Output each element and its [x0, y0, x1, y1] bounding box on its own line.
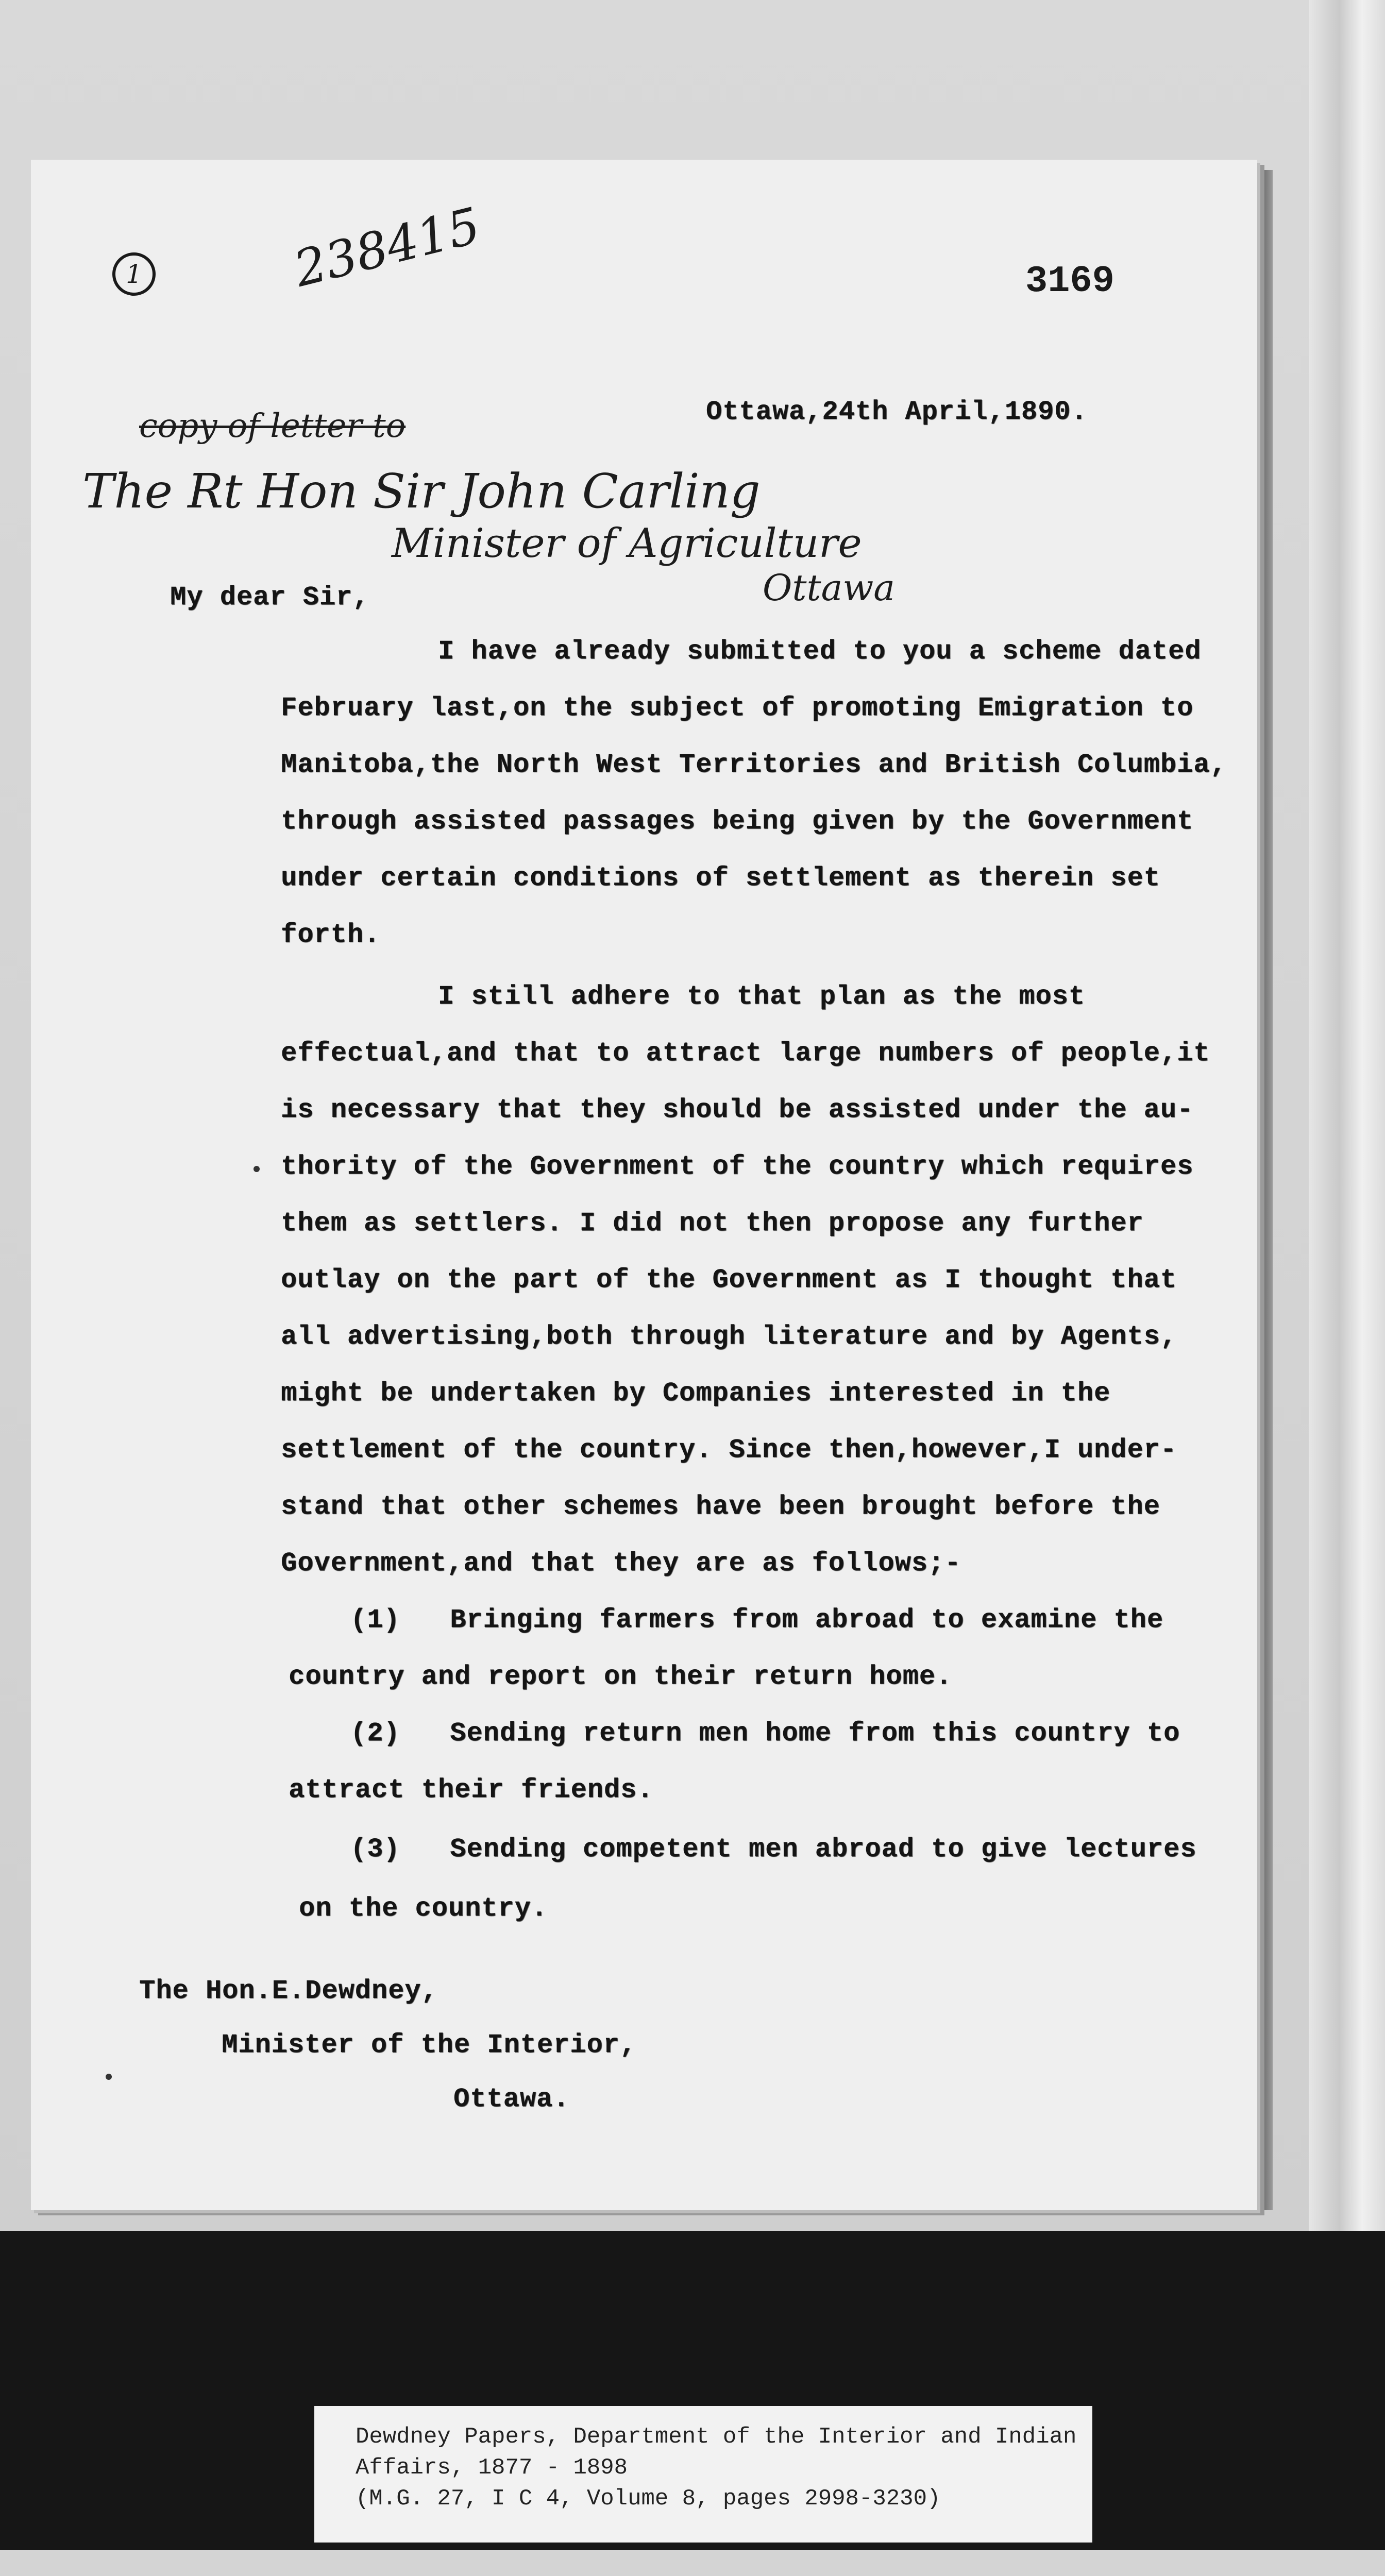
- recipient-name: The Hon.E.Dewdney,: [139, 1976, 438, 2006]
- body-line: Government,and that they are as follows;-: [281, 1548, 961, 1579]
- handwritten-addressee: The Rt Hon Sir John Carling: [82, 464, 761, 519]
- label-line: Dewdney Papers, Department of the Interior and Indian: [356, 2424, 1077, 2450]
- struck-note: copy of letter to: [139, 407, 406, 445]
- body-line: February last,on the subject of promoting Emigration to: [281, 693, 1194, 723]
- ink-speck: [106, 2074, 112, 2080]
- recipient-title: Minister of the Interior,: [222, 2030, 637, 2060]
- page-shadow-edge: [1257, 170, 1273, 2210]
- ink-speck: [254, 1166, 260, 1172]
- archives-stamp-panel: [0, 2550, 1385, 2576]
- body-line: all advertising,both through literature and by Agents,: [281, 1321, 1177, 1352]
- circle-mark: 1: [112, 252, 156, 296]
- body-line: outlay on the part of the Government as I thought that: [281, 1265, 1177, 1295]
- body-line: effectual,and that to attract large numbers of people,it: [281, 1038, 1210, 1069]
- list-item-3-cont: on the country.: [299, 1893, 548, 1924]
- body-line: I have already submitted to you a scheme dated: [438, 636, 1202, 667]
- handwritten-city: Ottawa: [763, 567, 896, 609]
- list-item-3: (3) Sending competent men abroad to give lectures: [350, 1834, 1197, 1865]
- body-line: them as settlers. I did not then propose any further: [281, 1208, 1144, 1239]
- label-line: (M.G. 27, I C 4, Volume 8, pages 2998-3230): [356, 2486, 941, 2512]
- body-line: through assisted passages being given by the Government: [281, 806, 1194, 837]
- body-line: I still adhere to that plan as the most: [438, 981, 1085, 1012]
- label-line: Affairs, 1877 - 1898: [356, 2455, 628, 2481]
- body-line: under certain conditions of settlement as therein set: [281, 863, 1160, 893]
- body-line: is necessary that they should be assisted under the au-: [281, 1095, 1194, 1125]
- body-line: stand that other schemes have been brought before the: [281, 1492, 1160, 1522]
- recipient-city: Ottawa.: [453, 2084, 570, 2114]
- page-number: 3169: [1025, 260, 1114, 302]
- list-item-2: (2) Sending return men home from this country to: [350, 1718, 1180, 1749]
- body-line: forth.: [281, 920, 381, 950]
- list-item-1-cont: country and report on their return home.: [289, 1662, 953, 1692]
- body-line: thority of the Government of the country which requires: [281, 1151, 1194, 1182]
- salutation: My dear Sir,: [170, 582, 369, 613]
- body-line: Manitoba,the North West Territories and British Columbia,: [281, 750, 1227, 780]
- date-line: Ottawa,24th April,1890.: [706, 397, 1088, 427]
- handwritten-title: Minister of Agriculture: [392, 520, 862, 567]
- body-line: settlement of the country. Since then,however,I under-: [281, 1435, 1177, 1465]
- list-item-1: (1) Bringing farmers from abroad to examine the: [350, 1605, 1164, 1635]
- annotation-number: 238415: [289, 196, 486, 298]
- film-edge: [1309, 0, 1385, 2231]
- body-line: might be undertaken by Companies interested in the: [281, 1378, 1111, 1409]
- archive-label: [314, 2406, 1092, 2543]
- list-item-2-cont: attract their friends.: [289, 1775, 654, 1805]
